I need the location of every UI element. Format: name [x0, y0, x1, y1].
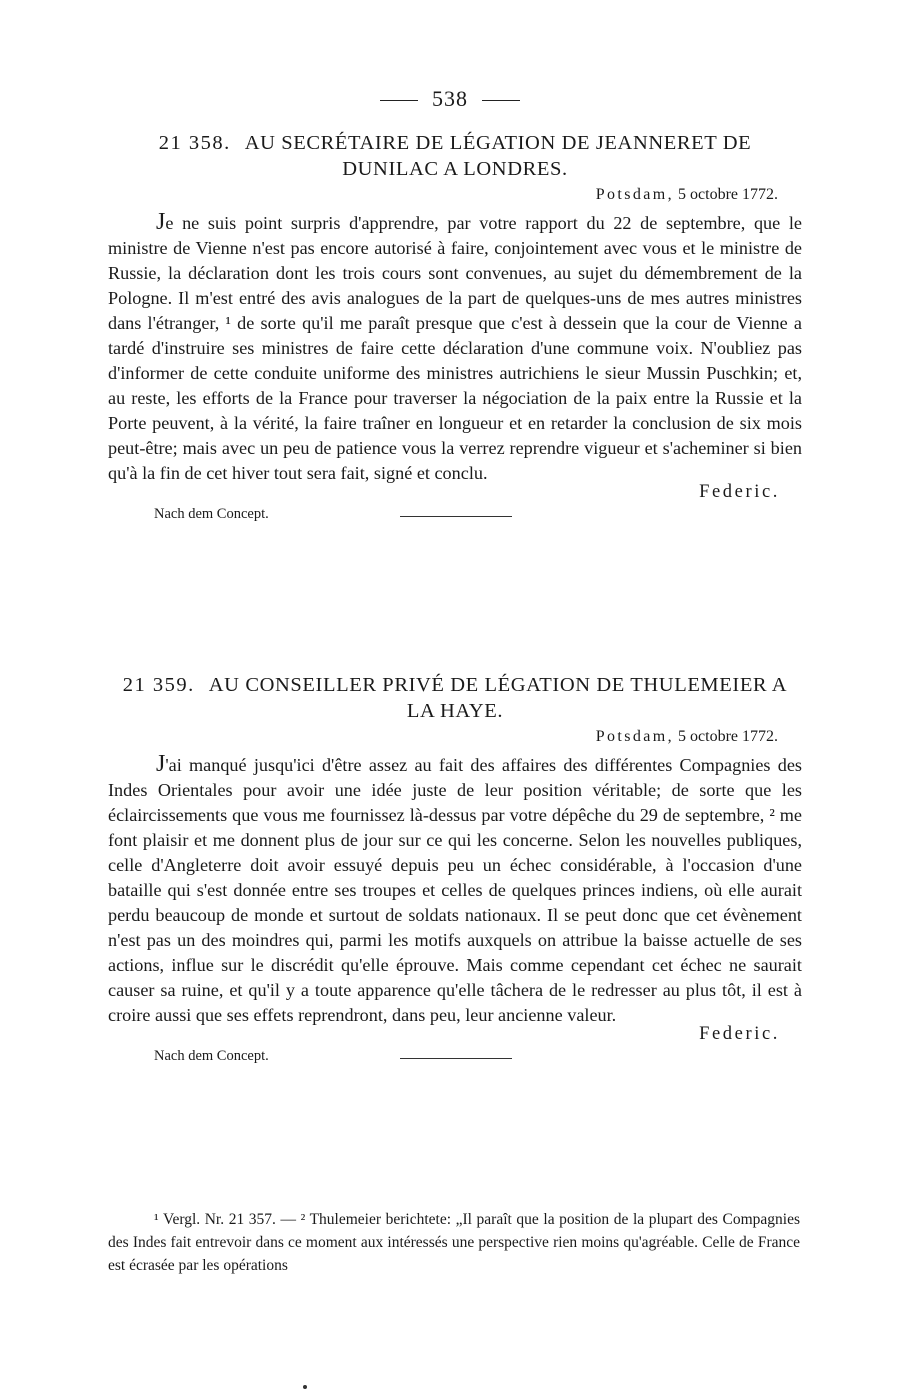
letter-addressee: AU CONSEILLER PRIVÉ DE LÉGATION DE THULEMEIER A LA HAYE.: [208, 674, 788, 722]
letter-addressee: AU SECRÉTAIRE DE LÉGATION DE JEANNERET DE DUNILAC A LONDRES.: [244, 132, 752, 180]
letter-closing: [108, 482, 802, 522]
letter-number: 21 359.: [122, 674, 195, 696]
page-number-line: [0, 86, 900, 112]
letter-21358: [108, 130, 802, 520]
letter-place: Potsdam,: [595, 728, 675, 745]
letter-source-note: Nach dem Concept.: [154, 1048, 269, 1064]
footnotes: [108, 1208, 800, 1277]
letter-source-note: Nach dem Concept.: [154, 506, 269, 522]
letter-body: [108, 752, 802, 1028]
letter-date: 5 octobre 1772.: [678, 728, 778, 745]
letter-paragraph: [108, 752, 802, 1028]
section-divider: [400, 1058, 512, 1059]
letter-heading: [108, 130, 802, 182]
letter-dateline: [108, 186, 778, 204]
letter-initial: J: [156, 209, 166, 235]
letter-place: Potsdam,: [595, 186, 675, 203]
letter-heading: [108, 672, 802, 724]
letter-number: 21 358.: [158, 132, 231, 154]
section-divider: [400, 516, 512, 517]
letter-21359: [108, 672, 802, 1062]
page-number-dash-right: [482, 100, 520, 101]
letter-date: 5 octobre 1772.: [678, 186, 778, 203]
page-number: 538: [432, 86, 468, 111]
letter-text: e ne suis point surpris d'apprendre, par votre rapport du 22 de septembre, que le ministre de Vienne n'est pas encore autorisé à faire, conjointement avec vous et le ministre de Russie, la déclaration dont les trois cours sont convenues, au sujet du démembrement de la Pologne. Il m'est entré des avis analogues de la part de quelques-uns de mes autres ministres dans l'étranger, ¹ de sorte qu'il me paraît presque que c'est à dessein que la cour de Vienne a tardé d'instruire ses ministres de faire cette déclaration d'une commune voix. N'oubliez pas d'informer de cette conduite uniforme des ministres autrichiens le sieur Mussin Puschkin; et, au reste, les efforts de la France pour traverser la négociation de la paix entre la Russie et la Porte peuvent, à la vérité, la faire traîner en longueur et en retarder la conclusion de six mois peut-être; mais avec un peu de patience vous la verrez reprendre vigueur et s'acheminer si bien qu'à la fin de cet hiver tout sera fait, signé et conclu.: [108, 213, 802, 483]
letter-closing: [108, 1024, 802, 1064]
letter-dateline: [108, 728, 778, 746]
letter-initial: J: [156, 751, 166, 777]
letter-signature: Federic.: [699, 482, 780, 502]
letter-body: [108, 210, 802, 486]
page-number-dash-left: [380, 100, 418, 101]
letter-signature: Federic.: [699, 1024, 780, 1044]
print-speck: [303, 1385, 307, 1389]
letter-paragraph: [108, 210, 802, 486]
footnote-text: ¹ Vergl. Nr. 21 357. — ² Thulemeier berichtete: „Il paraît que la position de la plupart des Compagnies des Indes fait entrevoir dans ce moment aux intéressés une perspective rien moins qu'agréable. Celle de France est écrasée par les opérations: [108, 1211, 800, 1274]
letter-text: 'ai manqué jusqu'ici d'être assez au fait des affaires des différentes Compagnies des Indes Orientales pour avoir une idée juste de leur position véritable; de sorte que les éclaircissements que vous me fournissez là-dessus par votre dépêche du 29 de septembre, ² me font plaisir et me donnent plus de jour sur ce qui les concerne. Selon les nouvelles publiques, celle d'Angleterre doit avoir essuyé depuis peu un échec considérable, à l'occasion d'une bataille qui s'est donnée entre ses troupes et celles de quelques princes indiens, où elle aurait perdu beaucoup de monde et surtout de soldats nationaux. Il se peut donc que cet évènement n'est pas un des moindres qui, parmi les motifs auxquels on attribue la baisse actuelle de ses actions, influe sur le discrédit qu'elle éprouve. Mais comme cependant cet échec ne saurait causer sa ruine, et qu'il y a toute apparence qu'elle tâchera de le redresser au plus tôt, il est à croire aussi que ses effets reprendront, dans peu, leur ancienne valeur.: [108, 755, 802, 1025]
